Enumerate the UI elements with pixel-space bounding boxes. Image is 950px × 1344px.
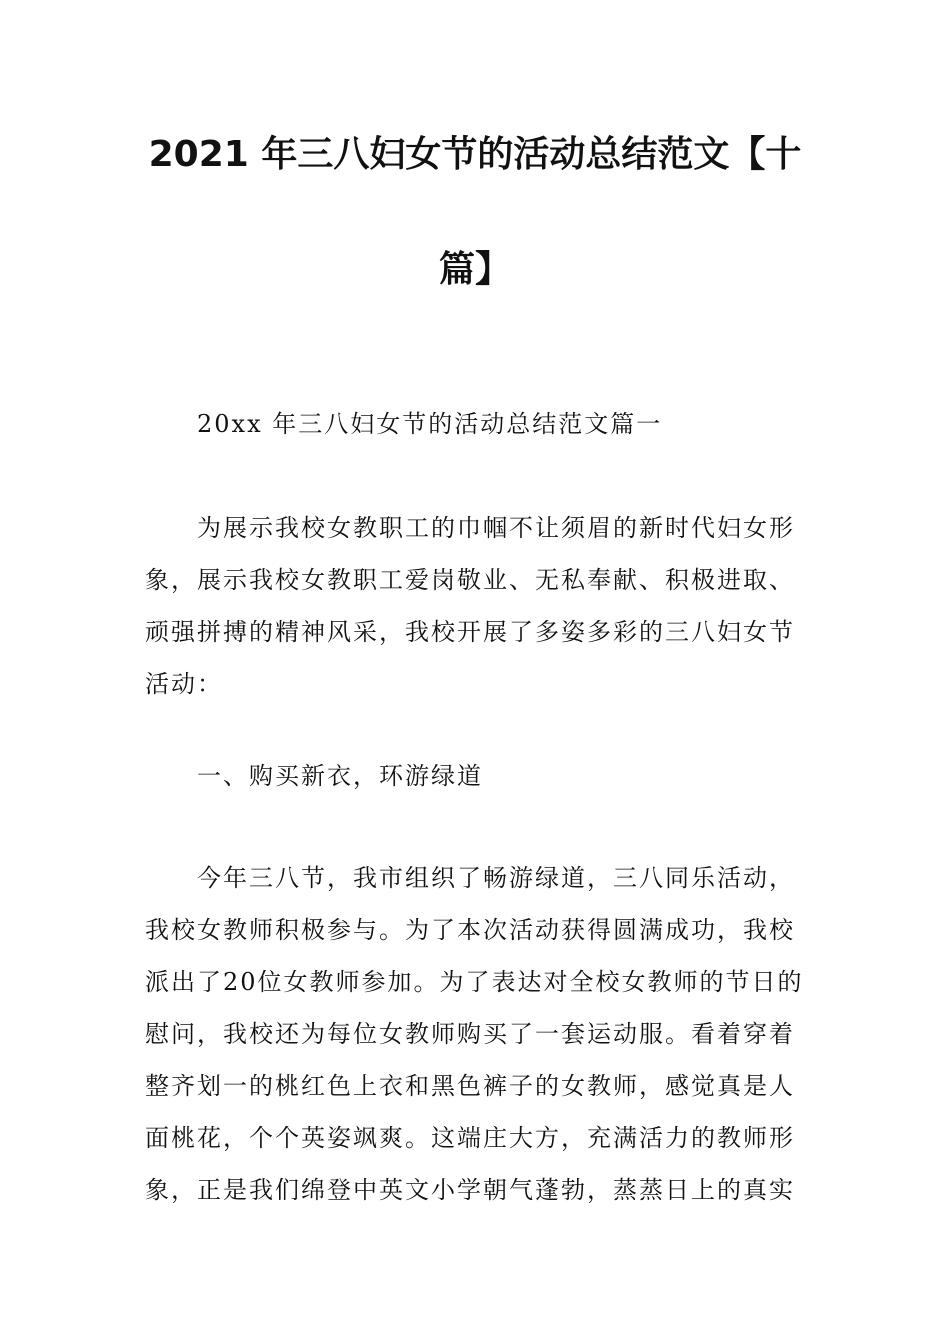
document-title-line-2: 篇】 [438, 249, 511, 290]
subheading-text: 一、购买新衣，环游绿道 [197, 762, 483, 790]
paragraph-line: 面桃花，个个英姿飒爽。这端庄大方，充满活力的教师形 [145, 1124, 795, 1152]
subheading-1 [145, 750, 805, 802]
body-paragraph [145, 852, 805, 1216]
paragraph-line: 派出了20位女教师参加。为了表达对全校女教师的节日的 [145, 968, 804, 996]
paragraph-line: 慰问，我校还为每位女教师购买了一套运动服。看着穿着 [145, 1020, 795, 1048]
document-title-line-1: 2021 年三八妇女节的活动总结范文【十 [148, 134, 802, 175]
paragraph-line: 象，展示我校女教职工爱岗敬业、无私奉献、积极进取、 [145, 566, 795, 594]
intro-paragraph [145, 502, 805, 710]
paragraph-line: 为展示我校女教职工的巾帼不让须眉的新时代妇女形 [197, 514, 795, 542]
paragraph-line: 今年三八节，我市组织了畅游绿道，三八同乐活动， [197, 864, 795, 892]
paragraph-line: 活动： [145, 670, 223, 698]
paragraph-line: 象，正是我们绵登中英文小学朝气蓬勃，蒸蒸日上的真实 [145, 1176, 795, 1204]
paragraph-line: 顽强拼搏的精神风采，我校开展了多姿多彩的三八妇女节 [145, 618, 795, 646]
paragraph-line: 整齐划一的桃红色上衣和黑色裤子的女教师，感觉真是人 [145, 1072, 795, 1100]
section-heading [145, 398, 805, 450]
paragraph-line: 我校女教师积极参与。为了本次活动获得圆满成功，我校 [145, 916, 795, 944]
section-heading-text: 20xx 年三八妇女节的活动总结范文篇一 [197, 410, 663, 438]
